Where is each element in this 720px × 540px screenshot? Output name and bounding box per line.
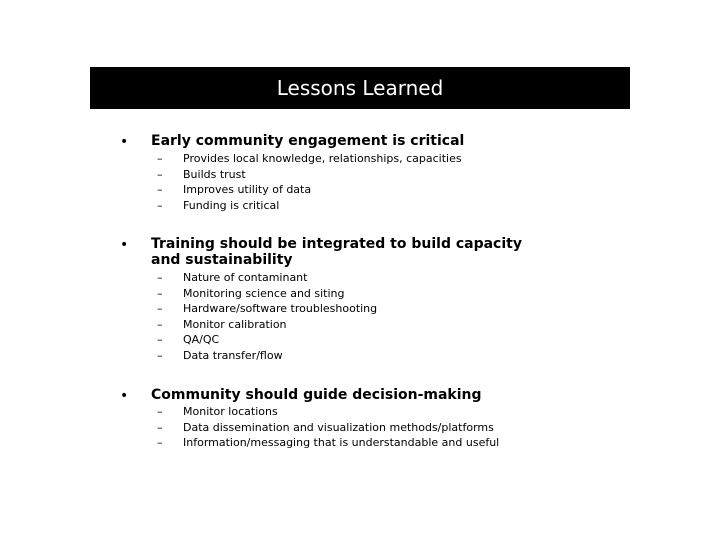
- bullet-heading: Training should be integrated to build capacity and sustainability: [151, 236, 522, 268]
- bullet-marker: •: [120, 237, 129, 253]
- list-item: [0, 404, 720, 420]
- list-item-text: Improves utility of data: [183, 183, 312, 197]
- dash-marker: –: [157, 436, 163, 450]
- list-item-text: Monitor locations: [183, 405, 278, 418]
- list-item-text: Funding is critical: [183, 198, 280, 212]
- list-item: [0, 198, 720, 214]
- dash-marker: –: [157, 302, 163, 316]
- list-item: [0, 151, 720, 167]
- dash-marker: –: [157, 286, 163, 300]
- list-item-text: Provides local knowledge, relationships, capacities: [183, 152, 462, 165]
- bullet-marker: •: [120, 134, 129, 150]
- list-item: [0, 332, 720, 348]
- list-item-text: QA/QC: [183, 333, 220, 347]
- dash-marker: –: [157, 349, 163, 362]
- dash-marker: –: [157, 405, 163, 418]
- list-item: [0, 167, 720, 183]
- list-item: [0, 270, 720, 286]
- list-item-text: Hardware/software troubleshooting: [183, 302, 378, 316]
- dash-marker: –: [157, 317, 163, 331]
- dash-marker: –: [157, 271, 163, 284]
- dash-marker: –: [157, 198, 163, 212]
- dash-marker: –: [157, 420, 163, 434]
- list-item-text: Builds trust: [183, 167, 246, 181]
- list-item: [0, 301, 720, 317]
- bullet-heading: Early community engagement is critical: [151, 133, 465, 149]
- list-item: [0, 286, 720, 302]
- dash-marker: –: [157, 152, 163, 165]
- list-item: [0, 435, 720, 451]
- list-item: [0, 317, 720, 333]
- bullet-heading: Community should guide decision-making: [151, 387, 482, 403]
- list-item-text: Information/messaging that is understandable and useful: [183, 436, 500, 450]
- list-item: [0, 182, 720, 198]
- list-item: [0, 420, 720, 436]
- list-item-text: Monitoring science and siting: [183, 286, 345, 300]
- list-item-text: Data transfer/flow: [183, 349, 283, 362]
- dash-marker: –: [157, 333, 163, 347]
- bullet-marker: •: [120, 388, 129, 404]
- list-item-text: Nature of contaminant: [183, 271, 308, 284]
- list-item-text: Monitor calibration: [183, 317, 287, 331]
- list-item: [0, 348, 720, 364]
- slide-title: Lessons Learned: [276, 76, 444, 100]
- dash-marker: –: [157, 167, 163, 181]
- dash-marker: –: [157, 183, 163, 197]
- list-item-text: Data dissemination and visualization methods/platforms: [183, 420, 494, 434]
